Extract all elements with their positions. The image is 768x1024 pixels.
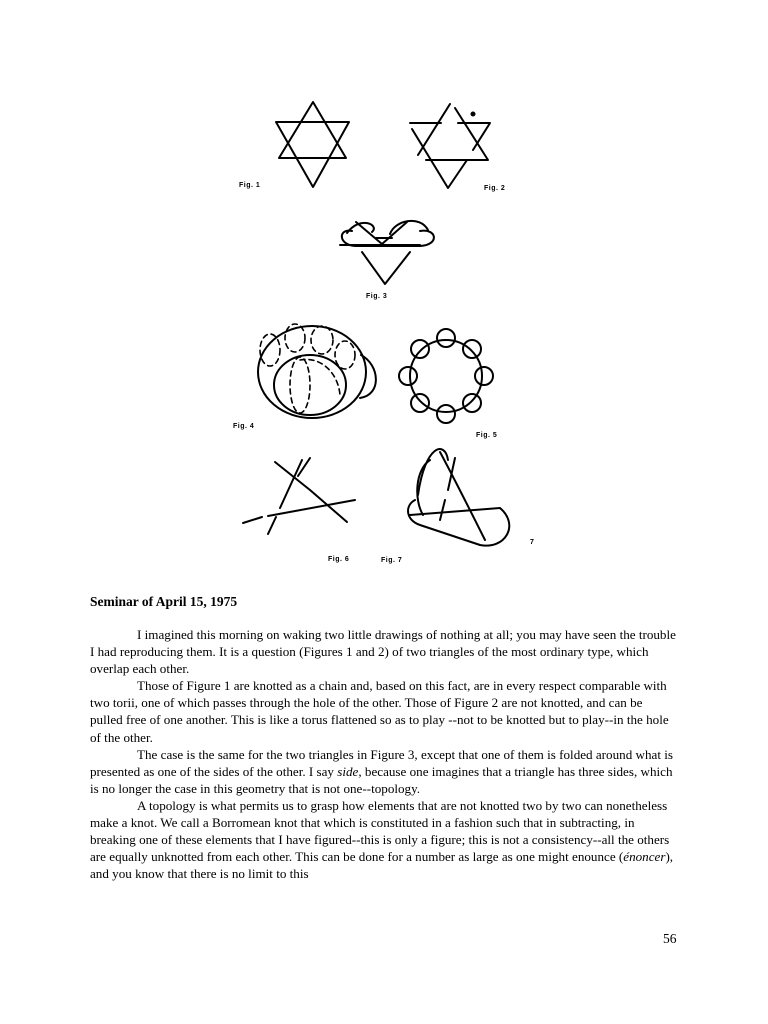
- figure-3-fold: [340, 221, 434, 284]
- figure-6-lines: [243, 458, 355, 534]
- paragraph-4: [90, 797, 678, 882]
- paragraph-4-text-a: A topology is what permits us to grasp how elements that are not knotted two by two can nonetheless make a knot. We call a Borromean knot that which is constituted in a fashion such that in subtracting, in breaking one of these elements that I have figured--this is only a figure; this is not a consistency--all the others are equally unknotted from each other. This can be done for a number as large as one might enounce (: [90, 797, 670, 865]
- paragraph-2: Those of Figure 1 are knotted as a chain and, based on this fact, are in every respect comparable with two torii, one of which passes through the hole of the other. Those of Figure 2 are not knotted, and can be pulled free of one another. This is like a torus flattened so as to play --not to be knotted but to play--in the hole of the other.: [90, 678, 669, 745]
- figure-7-loops: [408, 449, 509, 546]
- paragraph-3-text-b: , because one imagines that a triangle has three sides, which is no longer the case in this geometry that is not one--topology.: [90, 763, 673, 796]
- page-number: 56: [663, 931, 677, 946]
- figure-4-label: Fig. 4: [233, 423, 255, 430]
- section-heading: Seminar of April 15, 1975: [90, 594, 238, 609]
- paragraph-3: [90, 746, 678, 797]
- figure-2-label: Fig. 2: [484, 185, 506, 192]
- figure-5-ring: [399, 329, 493, 423]
- figure-4-torus: [258, 324, 376, 418]
- figure-7-label: Fig. 7: [381, 557, 403, 564]
- paragraph-4-emphasis: énoncer: [623, 849, 666, 865]
- figure-1-star: [276, 102, 349, 187]
- paragraph-3-text-a: The case is the same for the two triangles in Figure 3, except that one of them is folded around what is presented as one of the sides of the other. I say: [90, 746, 673, 779]
- figure-2-star: [410, 104, 490, 188]
- paragraph-3-emphasis: side: [337, 763, 359, 779]
- paragraph-4-text-b: ), and you know that there is no limit to this: [90, 849, 674, 882]
- figure-1-label: Fig. 1: [239, 182, 261, 189]
- figure-6-label: Fig. 6: [328, 556, 350, 563]
- figure-5-label: Fig. 5: [476, 432, 498, 439]
- stray-mark: 7: [530, 539, 535, 546]
- paragraph-1: I imagined this morning on waking two little drawings of nothing at all; you may have seen the trouble I had reproducing them. It is a question (Figures 1 and 2) of two triangles of the most ordinary type, which overlap each other.: [90, 627, 676, 677]
- body-text: [90, 626, 678, 882]
- figure-3-label: Fig. 3: [366, 293, 388, 300]
